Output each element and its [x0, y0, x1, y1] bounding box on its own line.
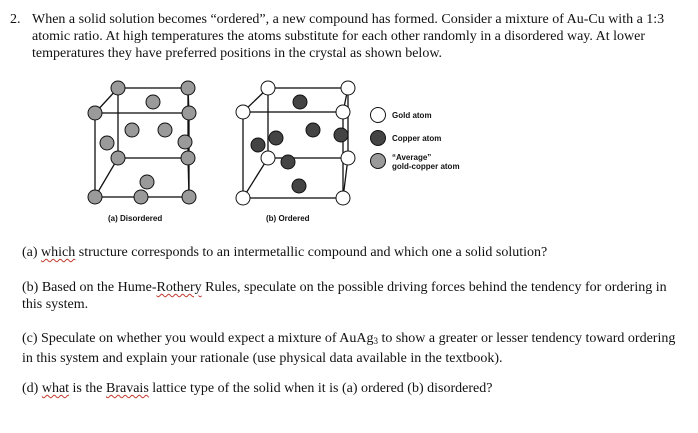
part-d-mid: is the: [69, 381, 106, 396]
legend-copper-atom: [371, 131, 386, 146]
copper-atom: [281, 155, 295, 169]
average-atom: [88, 106, 102, 120]
part-d-pre: (d): [22, 381, 42, 396]
legend-average-label-line1: “Average”: [392, 153, 432, 162]
copper-atom: [251, 138, 265, 152]
ordered-back-face: [268, 88, 348, 158]
average-atom: [158, 123, 172, 137]
legend-gold-atom: [371, 108, 386, 123]
gold-atom: [336, 191, 350, 205]
average-atom: [111, 81, 125, 95]
copper-atom: [334, 128, 348, 142]
average-atom: [88, 190, 102, 204]
gold-atom: [336, 105, 350, 119]
part-c-rest: to show a greater or lesser tendency toward ordering in this system and explain your rationale (use physical data available in the textbook).: [22, 331, 676, 366]
caption-ordered: (b) Ordered: [266, 214, 310, 223]
average-atom: [111, 151, 125, 165]
disordered-atoms: [88, 81, 196, 204]
part-d-rest: lattice type of the solid when it is (a) ordered (b) disordered?: [148, 381, 493, 396]
average-atom: [182, 190, 196, 204]
legend-average-label-line2: gold-copper atom: [392, 162, 460, 171]
average-atom: [134, 190, 148, 204]
gold-atom: [341, 151, 355, 165]
part-b-pre: (b) Based on the Hume-: [22, 280, 157, 295]
gold-atom: [236, 105, 250, 119]
part-a-pre: (a): [22, 245, 42, 260]
average-atom: [146, 95, 160, 109]
average-atom: [140, 175, 154, 189]
copper-atom: [293, 95, 307, 109]
part-a: [22, 244, 682, 261]
ordered-atoms: [236, 81, 355, 205]
part-b-flagged-word: Rothery: [156, 280, 202, 295]
part-a-flagged-word: which: [41, 245, 76, 260]
copper-atom: [306, 123, 320, 137]
gold-atom: [261, 151, 275, 165]
part-a-rest: structure corresponds to an intermetallic compound and which one a solid solution?: [75, 245, 548, 260]
copper-atom: [292, 179, 306, 193]
average-atom: [181, 81, 195, 95]
part-d-flagged-word-2: Bravais: [106, 381, 149, 396]
average-atom: [178, 135, 192, 149]
part-c-pre: (c) Speculate on whether you would expect a mixture of AuAg: [22, 331, 374, 346]
part-b-rest: Rules, speculate on the possible driving forces behind the tendency for ordering in this system.: [22, 280, 667, 312]
question-number: 2.: [10, 12, 21, 27]
average-atom: [125, 123, 139, 137]
legend-gold-label: Gold atom: [392, 111, 432, 120]
part-c-subscript: 3: [373, 336, 378, 346]
legend-average-label: [392, 153, 460, 171]
caption-disordered: (a) Disordered: [108, 214, 163, 223]
part-d-flagged-word-1: what: [41, 381, 70, 396]
legend-symbols: [371, 108, 386, 169]
average-atom: [100, 136, 114, 150]
copper-atom: [269, 131, 283, 145]
legend-average-atom: [371, 154, 386, 169]
part-b: [22, 279, 682, 313]
legend-copper-label: Copper atom: [392, 134, 442, 143]
part-c: [22, 330, 682, 367]
average-atom: [182, 106, 196, 120]
gold-atom: [236, 191, 250, 205]
part-d: [22, 380, 682, 397]
gold-atom: [261, 81, 275, 95]
average-atom: [181, 151, 195, 165]
question-intro-text: When a solid solution becomes “ordered”, a new compound has formed. Consider a mixture of Au-Cu with a 1:3 atomic ratio. At high temperatures the atoms substitute for each other randomly in a disordered way. At lower temperatures they have preferred positions in the crystal as shown below.: [32, 12, 665, 61]
gold-atom: [341, 81, 355, 95]
